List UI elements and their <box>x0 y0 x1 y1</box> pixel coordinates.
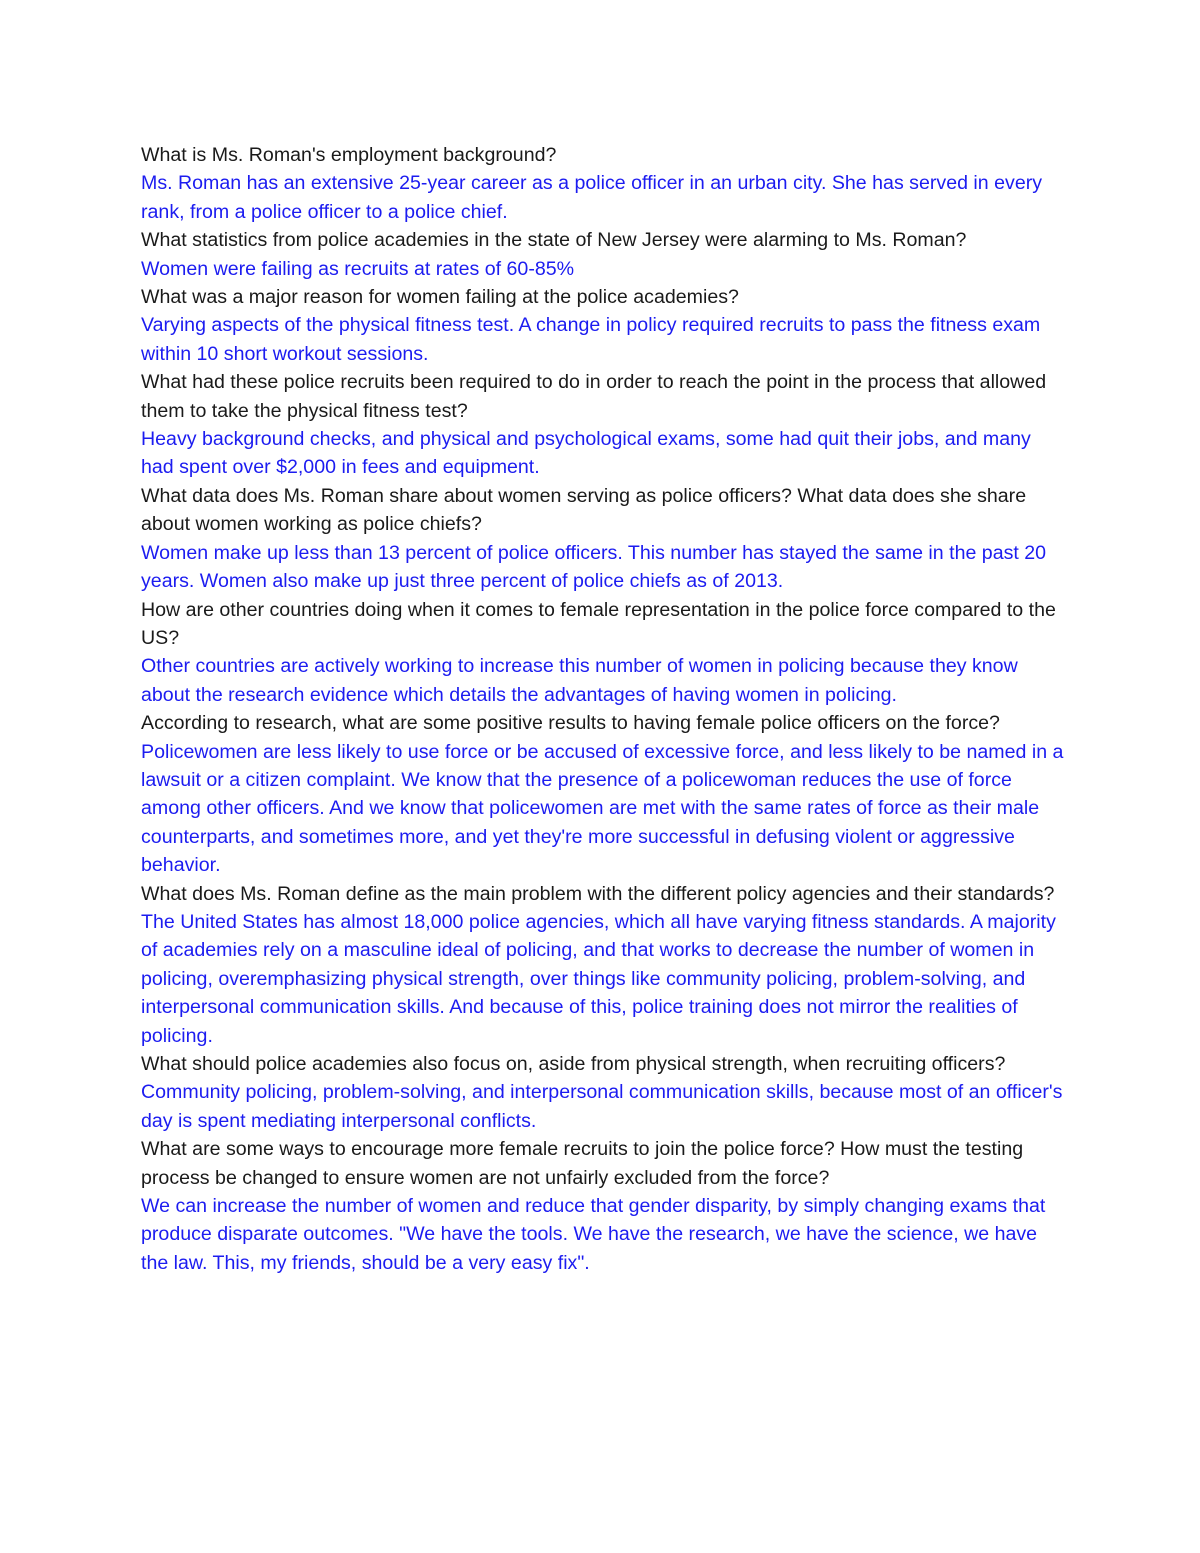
question-8: What does Ms. Roman define as the main problem with the different policy agencies and their standards? <box>141 882 1055 905</box>
question-4: What had these police recruits been required to do in order to reach the point in the process that allowed them to take the physical fitness test? <box>141 371 1047 422</box>
question-1: What is Ms. Roman's employment background? <box>141 144 557 166</box>
answer-8: The United States has almost 18,000 police agencies, which all have varying fitness standards. A majority of academies rely on a masculine ideal of policing, and that works to decrease the number of women in policing, overemphasizing physical strength, over things like community policing, problem-solving, and interpersonal communication skills. And because of this, police training does not mirror the realities of policing. <box>141 910 1056 1047</box>
question-2: What statistics from police academies in the state of New Jersey were alarming to Ms. Roman? <box>141 229 967 252</box>
answer-4: Heavy background checks, and physical and psychological exams, some had quit their jobs, and many had spent over $2,000 in fees and equipment. <box>141 428 1031 479</box>
answer-10: We can increase the number of women and reduce that gender disparity, by simply changing exams that produce disparate outcomes. "We have the tools. We have the research, we have the science, we have the law. This, my friends, should be a very easy fix". <box>141 1195 1046 1274</box>
question-9: What should police academies also focus on, aside from physical strength, when recruiting officers? <box>141 1053 1006 1075</box>
question-6: How are other countries doing when it comes to female representation in the police force compared to the US? <box>141 598 1056 649</box>
document-page <box>141 141 1066 1277</box>
question-7: According to research, what are some positive results to having female police officers on the force? <box>141 712 1000 735</box>
answer-1: Ms. Roman has an extensive 25-year career as a police officer in an urban city. She has served in every rank, from a police officer to a police chief. <box>141 172 1043 223</box>
answer-2: Women were failing as recruits at rates of 60-85% <box>141 257 575 280</box>
answer-9: Community policing, problem-solving, and interpersonal communication skills, because most of an officer's day is spent mediating interpersonal conflicts. <box>141 1081 1063 1132</box>
answer-7: Policewomen are less likely to use force or be accused of excessive force, and less likely to be named in a lawsuit or a citizen complaint. We know that the presence of a policewoman reduces the use of force among other officers. And we know that policewomen are met with the same rates of force as their male counterparts, and sometimes more, and yet they're more successful in defusing violent or aggressive behavior. <box>141 740 1064 877</box>
answer-5: Women make up less than 13 percent of police officers. This number has stayed the same in the past 20 years. Women also make up just three percent of police chiefs as of 2013. <box>141 541 1047 593</box>
question-5: What data does Ms. Roman share about women serving as police officers? What data does she share about women working as police chiefs? <box>141 484 1027 536</box>
question-3: What was a major reason for women failing at the police academies? <box>141 286 739 309</box>
question-10: What are some ways to encourage more female recruits to join the police force? How must the testing process be changed to ensure women are not unfairly excluded from the force? <box>141 1138 1024 1189</box>
answer-6: Other countries are actively working to increase this number of women in policing because they know about the research evidence which details the advantages of having women in policing. <box>141 655 1018 706</box>
answer-3: Varying aspects of the physical fitness test. A change in policy required recruits to pass the fitness exam within 10 short workout sessions. <box>141 314 1041 365</box>
